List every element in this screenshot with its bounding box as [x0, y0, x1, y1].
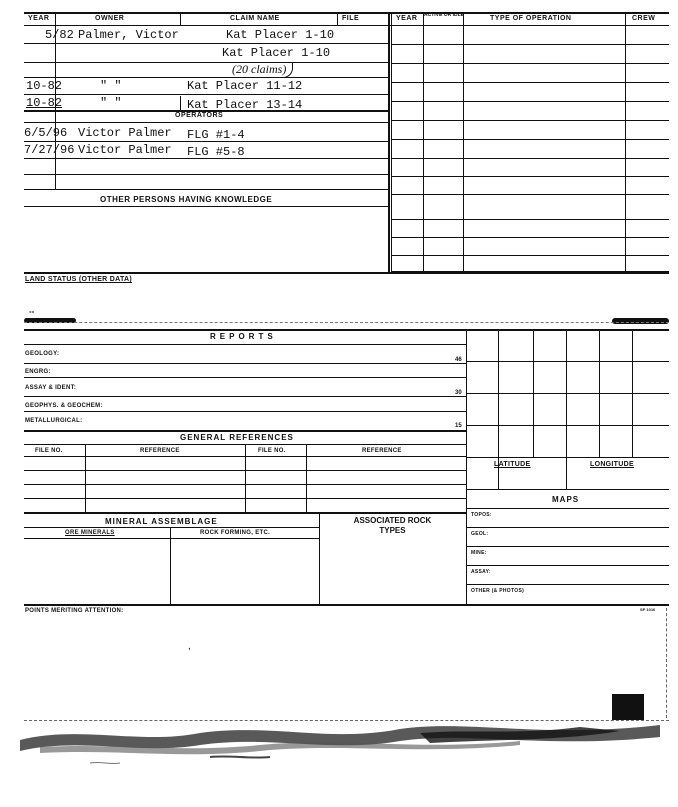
col-header-type-operation: TYPE OF OPERATION [490, 15, 572, 22]
right-row-line [391, 44, 669, 45]
grid-line [466, 457, 669, 458]
operator-row-2-name: Victor Palmer [78, 143, 172, 157]
maps-line [466, 546, 669, 547]
col-header-crew: CREW [632, 15, 656, 22]
maps-line [466, 584, 669, 585]
col-header-active-idle: ACTIVE OR IDLE [424, 12, 465, 18]
owner-row-line [24, 62, 388, 63]
operator-row-line [24, 174, 388, 175]
reports-top-line [24, 329, 669, 331]
maps-title: MAPS [552, 495, 580, 504]
refs-file-no-2: FILE NO. [258, 448, 286, 454]
mineral-line [24, 527, 319, 528]
top-section-bottom-line [24, 272, 669, 274]
latitude-label: LATITUDE [494, 461, 531, 468]
maps-topos: TOPOS: [471, 512, 492, 518]
refs-file-no: FILE NO. [35, 448, 63, 454]
report-geology-num: 46 [455, 357, 462, 363]
refs-divider [85, 444, 86, 512]
report-geology-label: GEOLOGY: [25, 351, 60, 357]
pen-mark: , [188, 641, 191, 652]
owner-row-1-claim: Kat Placer 1-10 [226, 28, 335, 42]
maps-line [466, 565, 669, 566]
right-row-line [391, 158, 669, 159]
scan-noise-line [24, 720, 669, 721]
grid-line [466, 361, 669, 362]
right-row-line [391, 63, 669, 64]
header-bottom-line [24, 25, 669, 26]
owner-row-5-owner: " " [100, 96, 122, 110]
owner-row-line [24, 77, 388, 78]
divider-claim-file [337, 12, 338, 26]
reports-title: REPORTS [210, 332, 277, 341]
owner-row-5-claim: Kat Placer 13-14 [187, 98, 303, 112]
maps-mine: MINE: [471, 550, 487, 556]
operator-row-1-name: Victor Palmer [78, 126, 172, 140]
form-number: SP 1016 [640, 607, 656, 612]
right-row-line [391, 176, 669, 177]
operator-row-line [24, 141, 388, 142]
points-meriting-label: POINTS MERITING ATTENTION: [25, 608, 124, 614]
right-edge-line [666, 608, 667, 718]
refs-divider [306, 444, 307, 512]
report-assay-num: 30 [455, 390, 462, 396]
col-header-file: FILE [342, 15, 360, 22]
top-border [24, 12, 669, 14]
maps-line [466, 508, 669, 509]
operators-label: OPERATORS [175, 112, 224, 119]
grid-line [466, 425, 669, 426]
right-row-line [391, 194, 669, 195]
reports-line [24, 430, 466, 432]
right-row-line [391, 255, 669, 256]
operators-header-line [24, 122, 388, 123]
owner-row-4-year: 10-82 [26, 79, 63, 93]
operator-row-1-date: 6/5/96 [24, 126, 68, 140]
divider-owner-claim-short [180, 96, 181, 110]
col-header-year: YEAR [28, 15, 50, 22]
col-header-claim-name: CLAIM NAME [230, 15, 280, 22]
col-header-owner: OWNER [95, 15, 125, 22]
land-status-label: LAND STATUS (OTHER DATA) [25, 276, 133, 283]
mineral-rock-forming: ROCK FORMING, ETC. [200, 530, 271, 536]
right-row-line [391, 82, 669, 83]
owner-row-1-owner: Palmer, Victor [78, 28, 179, 42]
divider-type-crew [625, 12, 626, 272]
associated-rock-types: ASSOCIATED ROCK TYPES [353, 516, 432, 535]
operator-row-2-claims: FLG #5-8 [187, 145, 245, 159]
owner-row-3-claim-note: (20 claims) [230, 62, 293, 78]
longitude-label: LONGITUDE [590, 461, 634, 468]
maps-line [466, 489, 669, 490]
other-persons-label: OTHER PERSONS HAVING KNOWLEDGE [100, 195, 273, 204]
mineral-title: MINERAL ASSEMBLAGE [105, 517, 218, 526]
owner-row-1-year: 5/82 [45, 28, 74, 42]
operator-row-1-claims: FLG #1-4 [187, 128, 245, 142]
divider-owner-claim [180, 12, 181, 26]
scan-artifact [612, 318, 669, 324]
reports-line [24, 377, 466, 378]
reports-line [24, 363, 466, 364]
report-metallurgical-num: 15 [455, 423, 462, 429]
divider-left-right-inner [391, 12, 392, 272]
owner-row-4-owner: " " [100, 79, 122, 93]
report-assay-label: ASSAY & IDENT: [25, 385, 77, 391]
reports-line [24, 396, 466, 397]
grid-line [466, 393, 669, 394]
divider-year-active [423, 12, 424, 272]
refs-bottom-line [24, 512, 466, 514]
refs-reference-2: REFERENCE [362, 448, 402, 454]
divider-left-right [388, 12, 390, 272]
maps-assay: ASSAY: [471, 569, 491, 575]
scan-noise [0, 715, 678, 775]
report-geophys-label: GEOPHYS. & GEOCHEM: [25, 403, 103, 409]
other-persons-line [24, 206, 388, 207]
reports-right-divider [466, 329, 467, 604]
mineral-divider [319, 512, 320, 604]
mineral-bottom-line [24, 604, 669, 606]
owner-row-line [24, 43, 388, 44]
owner-row-line [24, 94, 388, 95]
right-row-line [391, 237, 669, 238]
grid-line [566, 329, 567, 489]
report-metallurgical-label: METALLURGICAL: [25, 418, 83, 424]
refs-reference: REFERENCE [140, 448, 180, 454]
mineral-ore: ORE MINERALS [65, 530, 115, 536]
right-row-line [391, 219, 669, 220]
owner-row-2-claim: Kat Placer 1-10 [222, 46, 331, 60]
right-row-line [391, 120, 669, 121]
mineral-line [24, 538, 319, 539]
reports-line [24, 411, 466, 412]
dash-mark: -- [29, 307, 35, 316]
right-row-line [391, 139, 669, 140]
operator-row-line [24, 158, 388, 159]
operator-row-2-date: 7/27/96 [24, 143, 75, 157]
col-header-year-2: YEAR [396, 15, 418, 22]
refs-divider [245, 444, 246, 512]
owner-row-4-claim: Kat Placer 11-12 [187, 79, 303, 93]
reports-line [24, 344, 466, 345]
maps-line [466, 527, 669, 528]
maps-geol: GEOL: [471, 531, 489, 537]
maps-other: OTHER (& PHOTOS) [471, 588, 525, 594]
land-status-line [24, 322, 669, 323]
report-engrg-label: ENGRG: [25, 369, 51, 375]
right-row-line [391, 101, 669, 102]
operator-row-line [24, 189, 388, 190]
divider-active-type [463, 12, 464, 272]
general-refs-title: GENERAL REFERENCES [180, 433, 294, 442]
owner-row-5-year: 10-82 [26, 96, 63, 110]
